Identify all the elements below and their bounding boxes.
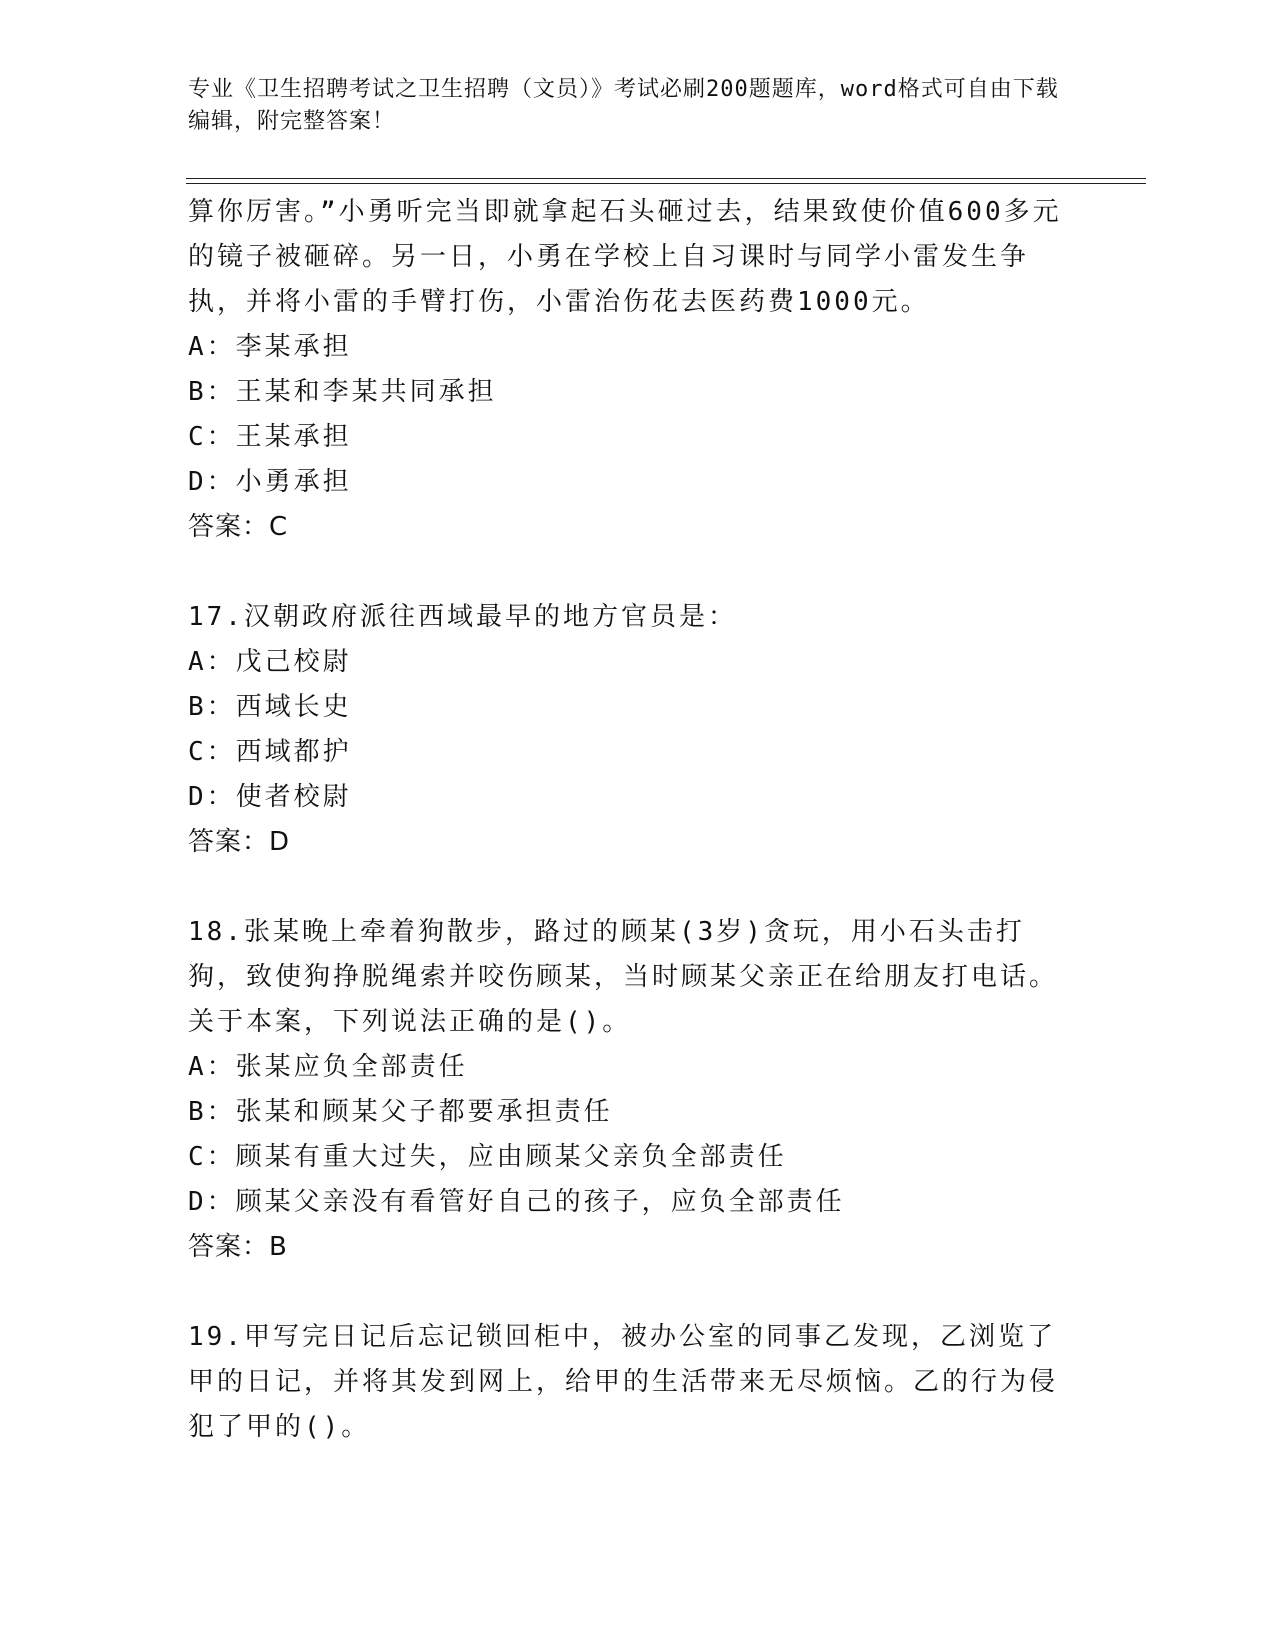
option-d: D：顾某父亲没有看管好自己的孩子，应负全部责任 bbox=[188, 1187, 845, 1217]
option-c: C：顾某有重大过失，应由顾某父亲负全部责任 bbox=[188, 1142, 787, 1172]
document-title: 专业《卫生招聘考试之卫生招聘（文员）》考试必刷200题题库，word格式可自由下载编辑，附完整答案！ bbox=[188, 77, 1059, 134]
header-rule-bottom bbox=[186, 183, 1146, 184]
question-text: 算你厉害。”小勇听完当即就拿起石头砸过去，结果致使价值600多元的镜子被砸碎。另一日，小勇在学校上自习课时与同学小雷发生争执，并将小雷的手臂打伤，小雷治伤花去医药费1000元。 bbox=[188, 197, 1062, 317]
option-d: D：使者校尉 bbox=[188, 782, 352, 812]
option-b: B：张某和顾某父子都要承担责任 bbox=[188, 1097, 613, 1127]
option-a: A：李某承担 bbox=[188, 332, 352, 362]
option-b: B：王某和李某共同承担 bbox=[188, 377, 497, 407]
option-a: A：张某应负全部责任 bbox=[188, 1052, 468, 1082]
option-b: B：西域长史 bbox=[188, 692, 352, 722]
spacer bbox=[188, 865, 1068, 910]
option-d: D：小勇承担 bbox=[188, 467, 352, 497]
option-c: C：王某承担 bbox=[188, 422, 352, 452]
page-header bbox=[188, 74, 1068, 138]
question-16-continued bbox=[188, 190, 1068, 550]
option-c: C：西域都护 bbox=[188, 737, 352, 767]
question-18 bbox=[188, 910, 1068, 1270]
question-text: 18.张某晚上牵着狗散步，路过的顾某(3岁)贪玩，用小石头击打狗，致使狗挣脱绳索并咬伤顾某，当时顾某父亲正在给朋友打电话。关于本案，下列说法正确的是()。 bbox=[188, 917, 1059, 1037]
question-19 bbox=[188, 1315, 1068, 1450]
spacer bbox=[188, 1270, 1068, 1315]
question-17 bbox=[188, 595, 1068, 865]
header-rule-top bbox=[186, 178, 1146, 179]
option-a: A：戊己校尉 bbox=[188, 647, 352, 677]
answer: 答案：D bbox=[188, 827, 291, 857]
answer: 答案：C bbox=[188, 512, 289, 542]
spacer bbox=[188, 550, 1068, 595]
document-body bbox=[188, 190, 1068, 1450]
answer: 答案：B bbox=[188, 1232, 288, 1262]
question-text: 19.甲写完日记后忘记锁回柜中，被办公室的同事乙发现，乙浏览了甲的日记，并将其发到网上，给甲的生活带来无尽烦恼。乙的行为侵犯了甲的()。 bbox=[188, 1322, 1059, 1442]
question-text: 17.汉朝政府派往西域最早的地方官员是： bbox=[188, 602, 737, 632]
